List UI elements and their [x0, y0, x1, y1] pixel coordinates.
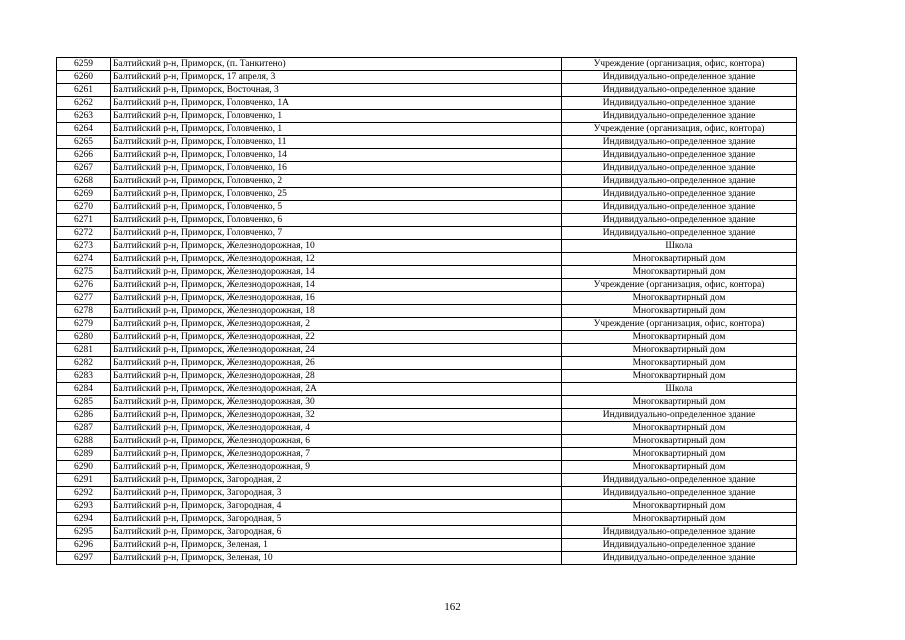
address-cell: Балтийский р-н, Приморск, Головченко, 2	[111, 175, 562, 188]
address-cell: Балтийский р-н, Приморск, Железнодорожная, 24	[111, 344, 562, 357]
object-type-cell: Многоквартирный дом	[562, 266, 797, 279]
row-number-cell: 6296	[57, 539, 111, 552]
registry-table	[56, 57, 797, 565]
object-type-cell: Индивидуально-определенное здание	[562, 552, 797, 565]
row-number-cell: 6278	[57, 305, 111, 318]
address-cell: Балтийский р-н, Приморск, (п. Танкитено)	[111, 58, 562, 71]
table-row	[57, 409, 797, 422]
table-row	[57, 435, 797, 448]
address-cell: Балтийский р-н, Приморск, Головченко, 1	[111, 110, 562, 123]
object-type-cell: Индивидуально-определенное здание	[562, 487, 797, 500]
table-row	[57, 58, 797, 71]
object-type-cell: Многоквартирный дом	[562, 422, 797, 435]
table-row	[57, 474, 797, 487]
row-number-cell: 6292	[57, 487, 111, 500]
object-type-cell: Школа	[562, 383, 797, 396]
row-number-cell: 6279	[57, 318, 111, 331]
object-type-cell: Многоквартирный дом	[562, 500, 797, 513]
row-number-cell: 6270	[57, 201, 111, 214]
row-number-cell: 6290	[57, 461, 111, 474]
table-row	[57, 552, 797, 565]
row-number-cell: 6275	[57, 266, 111, 279]
row-number-cell: 6262	[57, 97, 111, 110]
address-cell: Балтийский р-н, Приморск, Железнодорожная, 26	[111, 357, 562, 370]
row-number-cell: 6263	[57, 110, 111, 123]
object-type-cell: Индивидуально-определенное здание	[562, 409, 797, 422]
address-cell: Балтийский р-н, Приморск, Зеленая, 1	[111, 539, 562, 552]
object-type-cell: Индивидуально-определенное здание	[562, 149, 797, 162]
object-type-cell: Индивидуально-определенное здание	[562, 201, 797, 214]
address-cell: Балтийский р-н, Приморск, Железнодорожная, 10	[111, 240, 562, 253]
address-cell: Балтийский р-н, Приморск, Головченко, 11	[111, 136, 562, 149]
table-row	[57, 292, 797, 305]
row-number-cell: 6264	[57, 123, 111, 136]
address-cell: Балтийский р-н, Приморск, Головченко, 14	[111, 149, 562, 162]
object-type-cell: Учреждение (организация, офис, контора)	[562, 123, 797, 136]
table-row	[57, 97, 797, 110]
address-cell: Балтийский р-н, Приморск, Железнодорожная, 14	[111, 266, 562, 279]
address-cell: Балтийский р-н, Приморск, Железнодорожная, 6	[111, 435, 562, 448]
object-type-cell: Многоквартирный дом	[562, 370, 797, 383]
table-row	[57, 357, 797, 370]
row-number-cell: 6265	[57, 136, 111, 149]
row-number-cell: 6286	[57, 409, 111, 422]
object-type-cell: Индивидуально-определенное здание	[562, 188, 797, 201]
object-type-cell: Многоквартирный дом	[562, 331, 797, 344]
row-number-cell: 6273	[57, 240, 111, 253]
row-number-cell: 6294	[57, 513, 111, 526]
row-number-cell: 6285	[57, 396, 111, 409]
object-type-cell: Индивидуально-определенное здание	[562, 539, 797, 552]
table-row	[57, 214, 797, 227]
row-number-cell: 6288	[57, 435, 111, 448]
row-number-cell: 6269	[57, 188, 111, 201]
address-cell: Балтийский р-н, Приморск, Железнодорожная, 9	[111, 461, 562, 474]
object-type-cell: Школа	[562, 240, 797, 253]
table-row	[57, 71, 797, 84]
address-cell: Балтийский р-н, Приморск, Загородная, 2	[111, 474, 562, 487]
registry-table-body	[57, 58, 797, 565]
object-type-cell: Многоквартирный дом	[562, 253, 797, 266]
row-number-cell: 6277	[57, 292, 111, 305]
table-row	[57, 266, 797, 279]
object-type-cell: Многоквартирный дом	[562, 435, 797, 448]
address-cell: Балтийский р-н, Приморск, Головченко, 25	[111, 188, 562, 201]
address-cell: Балтийский р-н, Приморск, Головченко, 1А	[111, 97, 562, 110]
object-type-cell: Учреждение (организация, офис, контора)	[562, 318, 797, 331]
object-type-cell: Индивидуально-определенное здание	[562, 71, 797, 84]
address-cell: Балтийский р-н, Приморск, Головченко, 5	[111, 201, 562, 214]
row-number-cell: 6284	[57, 383, 111, 396]
table-row	[57, 422, 797, 435]
address-cell: Балтийский р-н, Приморск, Железнодорожная, 16	[111, 292, 562, 305]
row-number-cell: 6274	[57, 253, 111, 266]
row-number-cell: 6293	[57, 500, 111, 513]
row-number-cell: 6283	[57, 370, 111, 383]
address-cell: Балтийский р-н, Приморск, Зеленая, 10	[111, 552, 562, 565]
row-number-cell: 6287	[57, 422, 111, 435]
object-type-cell: Многоквартирный дом	[562, 396, 797, 409]
table-row	[57, 500, 797, 513]
row-number-cell: 6268	[57, 175, 111, 188]
row-number-cell: 6267	[57, 162, 111, 175]
address-cell: Балтийский р-н, Приморск, Загородная, 3	[111, 487, 562, 500]
table-row	[57, 448, 797, 461]
object-type-cell: Учреждение (организация, офис, контора)	[562, 279, 797, 292]
table-row	[57, 188, 797, 201]
table-row	[57, 136, 797, 149]
object-type-cell: Многоквартирный дом	[562, 513, 797, 526]
page-number: 162	[444, 601, 461, 613]
table-row	[57, 305, 797, 318]
row-number-cell: 6272	[57, 227, 111, 240]
address-cell: Балтийский р-н, Приморск, Железнодорожная, 4	[111, 422, 562, 435]
object-type-cell: Индивидуально-определенное здание	[562, 162, 797, 175]
address-cell: Балтийский р-н, Приморск, Головченко, 16	[111, 162, 562, 175]
object-type-cell: Индивидуально-определенное здание	[562, 526, 797, 539]
object-type-cell: Индивидуально-определенное здание	[562, 84, 797, 97]
table-row	[57, 487, 797, 500]
address-cell: Балтийский р-н, Приморск, Железнодорожная, 30	[111, 396, 562, 409]
row-number-cell: 6281	[57, 344, 111, 357]
object-type-cell: Индивидуально-определенное здание	[562, 214, 797, 227]
table-row	[57, 123, 797, 136]
row-number-cell: 6291	[57, 474, 111, 487]
table-row	[57, 84, 797, 97]
object-type-cell: Индивидуально-определенное здание	[562, 474, 797, 487]
address-cell: Балтийский р-н, Приморск, Железнодорожная, 32	[111, 409, 562, 422]
table-row	[57, 370, 797, 383]
table-row	[57, 227, 797, 240]
table-row	[57, 110, 797, 123]
object-type-cell: Многоквартирный дом	[562, 292, 797, 305]
table-row	[57, 331, 797, 344]
object-type-cell: Индивидуально-определенное здание	[562, 97, 797, 110]
address-cell: Балтийский р-н, Приморск, Железнодорожная, 28	[111, 370, 562, 383]
object-type-cell: Индивидуально-определенное здание	[562, 175, 797, 188]
table-row	[57, 318, 797, 331]
table-row	[57, 526, 797, 539]
address-cell: Балтийский р-н, Приморск, Восточная, 3	[111, 84, 562, 97]
row-number-cell: 6297	[57, 552, 111, 565]
table-row	[57, 175, 797, 188]
row-number-cell: 6289	[57, 448, 111, 461]
row-number-cell: 6261	[57, 84, 111, 97]
object-type-cell: Многоквартирный дом	[562, 305, 797, 318]
address-cell: Балтийский р-н, Приморск, Загородная, 4	[111, 500, 562, 513]
address-cell: Балтийский р-н, Приморск, Головченко, 1	[111, 123, 562, 136]
row-number-cell: 6271	[57, 214, 111, 227]
address-cell: Балтийский р-н, Приморск, 17 апреля, 3	[111, 71, 562, 84]
address-cell: Балтийский р-н, Приморск, Железнодорожная, 18	[111, 305, 562, 318]
object-type-cell: Индивидуально-определенное здание	[562, 227, 797, 240]
address-cell: Балтийский р-н, Приморск, Головченко, 6	[111, 214, 562, 227]
row-number-cell: 6266	[57, 149, 111, 162]
table-row	[57, 240, 797, 253]
object-type-cell: Многоквартирный дом	[562, 344, 797, 357]
object-type-cell: Многоквартирный дом	[562, 357, 797, 370]
address-cell: Балтийский р-н, Приморск, Железнодорожная, 14	[111, 279, 562, 292]
table-row	[57, 201, 797, 214]
table-row	[57, 396, 797, 409]
row-number-cell: 6259	[57, 58, 111, 71]
row-number-cell: 6280	[57, 331, 111, 344]
row-number-cell: 6282	[57, 357, 111, 370]
row-number-cell: 6260	[57, 71, 111, 84]
address-cell: Балтийский р-н, Приморск, Железнодорожная, 2	[111, 318, 562, 331]
table-row	[57, 539, 797, 552]
address-cell: Балтийский р-н, Приморск, Загородная, 5	[111, 513, 562, 526]
table-row	[57, 461, 797, 474]
row-number-cell: 6295	[57, 526, 111, 539]
address-cell: Балтийский р-н, Приморск, Головченко, 7	[111, 227, 562, 240]
object-type-cell: Индивидуально-определенное здание	[562, 136, 797, 149]
table-row	[57, 344, 797, 357]
table-row	[57, 253, 797, 266]
object-type-cell: Индивидуально-определенное здание	[562, 110, 797, 123]
table-row	[57, 383, 797, 396]
address-cell: Балтийский р-н, Приморск, Железнодорожная, 22	[111, 331, 562, 344]
object-type-cell: Многоквартирный дом	[562, 461, 797, 474]
table-row	[57, 162, 797, 175]
table-row	[57, 149, 797, 162]
table-row	[57, 513, 797, 526]
address-cell: Балтийский р-н, Приморск, Железнодорожная, 12	[111, 253, 562, 266]
object-type-cell: Многоквартирный дом	[562, 448, 797, 461]
address-cell: Балтийский р-н, Приморск, Железнодорожная, 7	[111, 448, 562, 461]
object-type-cell: Учреждение (организация, офис, контора)	[562, 58, 797, 71]
address-cell: Балтийский р-н, Приморск, Загородная, 6	[111, 526, 562, 539]
address-cell: Балтийский р-н, Приморск, Железнодорожная, 2А	[111, 383, 562, 396]
row-number-cell: 6276	[57, 279, 111, 292]
table-row	[57, 279, 797, 292]
